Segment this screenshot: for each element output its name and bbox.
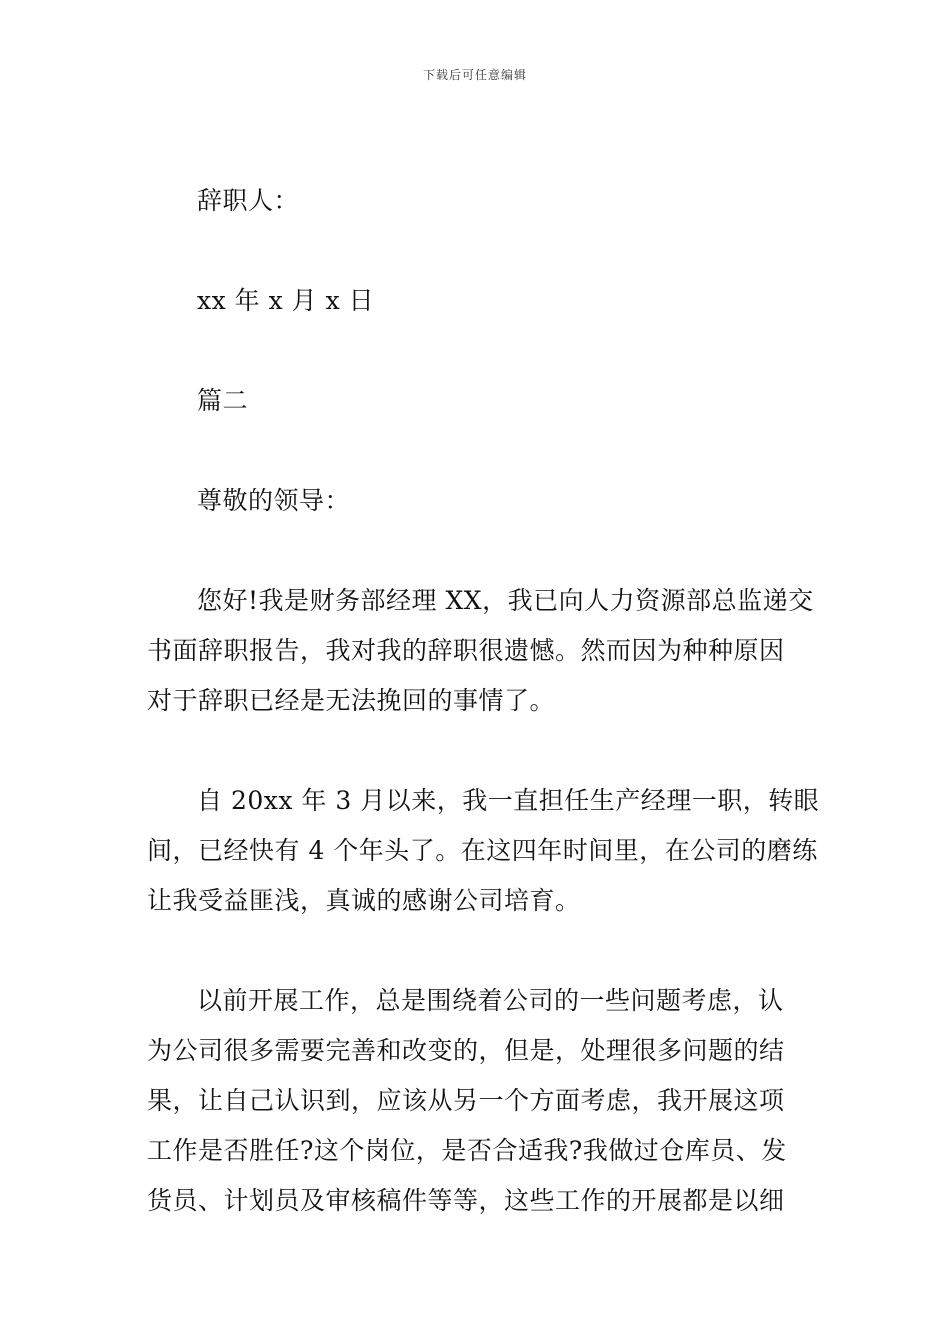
paragraph-line: 果，让自己认识到，应该从另一个方面考虑，我开展这项 xyxy=(147,1086,785,1115)
paragraph-line: 以前开展工作，总是围绕着公司的一些问题考虑，认 xyxy=(197,986,784,1015)
paragraph-line: 自 20xx 年 3 月以来，我一直担任生产经理一职，转眼 xyxy=(197,786,820,815)
date-line: xx 年 x 月 x 日 xyxy=(197,286,375,315)
paragraph-line: 货员、计划员及审核稿件等等，这些工作的开展都是以细 xyxy=(147,1186,785,1215)
signer-label: 辞职人： xyxy=(197,186,300,215)
paragraph-line: 间，已经快有 4 个年头了。在这四年时间里，在公司的磨练 xyxy=(147,836,818,865)
header-note: 下载后可任意编辑 xyxy=(422,68,527,82)
paragraph-line: 书面辞职报告，我对我的辞职很遗憾。然而因为种种原因 xyxy=(147,636,785,665)
paragraph-line: 对于辞职已经是无法挽回的事情了。 xyxy=(147,686,556,715)
paragraph-line: 让我受益匪浅，真诚的感谢公司培育。 xyxy=(147,886,581,915)
paragraph-line: 工作是否胜任?这个岗位，是否合适我?我做过仓库员、发 xyxy=(147,1136,787,1165)
paragraph-line: 为公司很多需要完善和改变的，但是，处理很多问题的结 xyxy=(147,1036,785,1065)
section-title: 篇二 xyxy=(197,386,249,415)
paragraph-line: 您好!我是财务部经理 XX，我已向人力资源部总监递交 xyxy=(197,586,814,615)
salutation: 尊敬的领导： xyxy=(197,486,351,515)
